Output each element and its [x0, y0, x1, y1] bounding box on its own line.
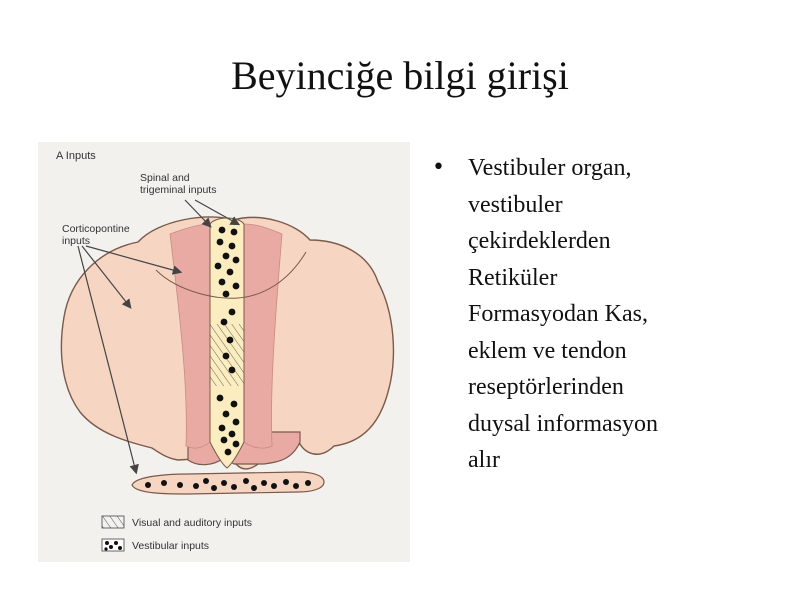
input-dot [217, 395, 224, 402]
slide-title: Beyinciğe bilgi girişi [231, 53, 569, 98]
input-dot [193, 483, 199, 489]
bullet-line: çekirdeklerden [468, 228, 611, 254]
input-dot [161, 480, 167, 486]
input-dot [217, 239, 224, 246]
input-dot [223, 353, 230, 360]
spinal-label-line1: Spinal and [140, 172, 190, 184]
legend-label-vestibular: Vestibular inputs [132, 540, 210, 552]
input-dot [223, 411, 230, 418]
bullet-item [430, 150, 770, 479]
bullet-line: duysal informasyon [468, 410, 658, 437]
input-dot [219, 279, 226, 286]
corticopontine-label-line1: Corticopontine [62, 223, 130, 235]
input-dot [223, 253, 230, 260]
input-dot [227, 337, 234, 344]
input-dot [215, 263, 222, 270]
input-dot [203, 478, 209, 484]
input-dot [251, 485, 257, 491]
input-dot [231, 484, 237, 490]
bullet-line: Formasyodan Kas, [468, 301, 648, 327]
figure-legend [102, 516, 252, 552]
input-dot [283, 479, 289, 485]
input-dot [271, 483, 277, 489]
input-dot [221, 319, 228, 326]
input-dot [293, 483, 299, 489]
panel-label: A Inputs [56, 150, 96, 162]
bullet-dot-icon: • [432, 155, 445, 180]
input-dot [231, 401, 238, 408]
input-dot [225, 449, 232, 456]
spinal-label-line2: trigeminal inputs [140, 184, 217, 196]
input-dot [233, 419, 240, 426]
input-dot [305, 480, 311, 486]
input-dot [227, 269, 234, 276]
input-dot [219, 227, 226, 234]
input-dot [211, 485, 217, 491]
bullet-line: vestibuler [468, 191, 563, 218]
input-dot [229, 431, 236, 438]
bullet-line: eklem ve tendon [468, 337, 627, 364]
input-dot [223, 291, 230, 298]
input-dot [233, 283, 240, 290]
input-dot [177, 482, 183, 488]
input-dot [221, 437, 228, 444]
bullet-line: Vestibuler organ, [468, 155, 632, 181]
cerebellum-inputs-figure [38, 142, 410, 562]
input-dot [261, 480, 267, 486]
legend-label-visual-auditory: Visual and auditory inputs [132, 517, 253, 529]
bullet-line: reseptörlerinden [468, 374, 624, 400]
legend-swatch-hatched [102, 516, 124, 528]
input-dot [229, 309, 236, 316]
input-dot [229, 243, 236, 250]
input-dot [219, 425, 226, 432]
bullet-line: alır [468, 447, 500, 473]
input-dot [243, 478, 249, 484]
input-dot [231, 229, 238, 236]
bullet-list [430, 150, 770, 479]
input-dot [145, 482, 151, 488]
input-dot [233, 441, 240, 448]
input-dot [233, 257, 240, 264]
input-dot [221, 480, 227, 486]
input-dot [229, 367, 236, 374]
flocculonodular-lobe [132, 472, 324, 494]
bullet-line: Retiküler [468, 264, 558, 291]
corticopontine-label-line2: inputs [62, 235, 91, 247]
